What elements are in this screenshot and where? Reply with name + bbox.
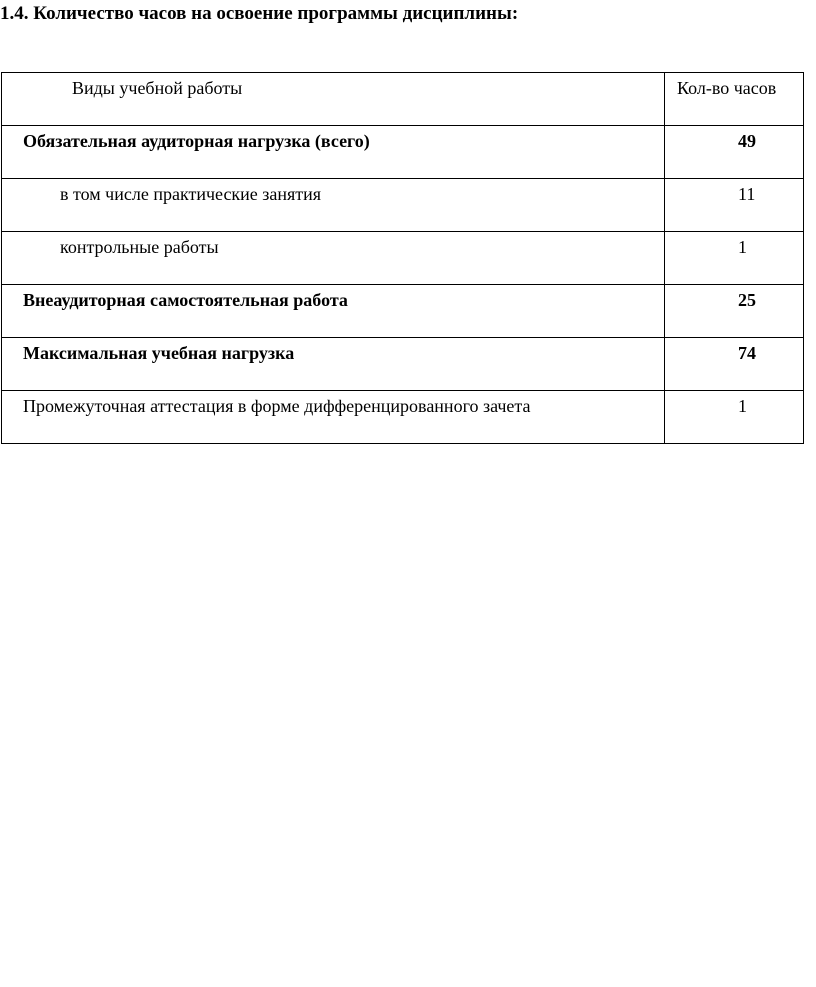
- row-work-type: Внеаудиторная самостоятельная работа: [2, 285, 665, 338]
- row-work-type: Максимальная учебная нагрузка: [2, 338, 665, 391]
- column-header-hours: Кол-во часов: [665, 73, 804, 126]
- table-row: [2, 232, 804, 285]
- table-row: [2, 338, 804, 391]
- table-row: [2, 285, 804, 338]
- row-work-type: контрольные работы: [2, 232, 665, 285]
- row-work-type: в том числе практические занятия: [2, 179, 665, 232]
- table-row: [2, 391, 804, 444]
- hours-table: [1, 72, 804, 444]
- row-hours: 49: [665, 126, 804, 179]
- row-hours: 25: [665, 285, 804, 338]
- row-work-type: Промежуточная аттестация в форме дифференцированного зачета: [2, 391, 665, 444]
- table-row: [2, 179, 804, 232]
- row-hours: 11: [665, 179, 804, 232]
- row-work-type: Обязательная аудиторная нагрузка (всего): [2, 126, 665, 179]
- row-hours: 74: [665, 338, 804, 391]
- row-hours: 1: [665, 232, 804, 285]
- table-header-row: [2, 73, 804, 126]
- table-row: [2, 126, 804, 179]
- section-heading: 1.4. Количество часов на освоение программы дисциплины:: [0, 3, 519, 24]
- column-header-work-type: Виды учебной работы: [2, 73, 665, 126]
- row-hours: 1: [665, 391, 804, 444]
